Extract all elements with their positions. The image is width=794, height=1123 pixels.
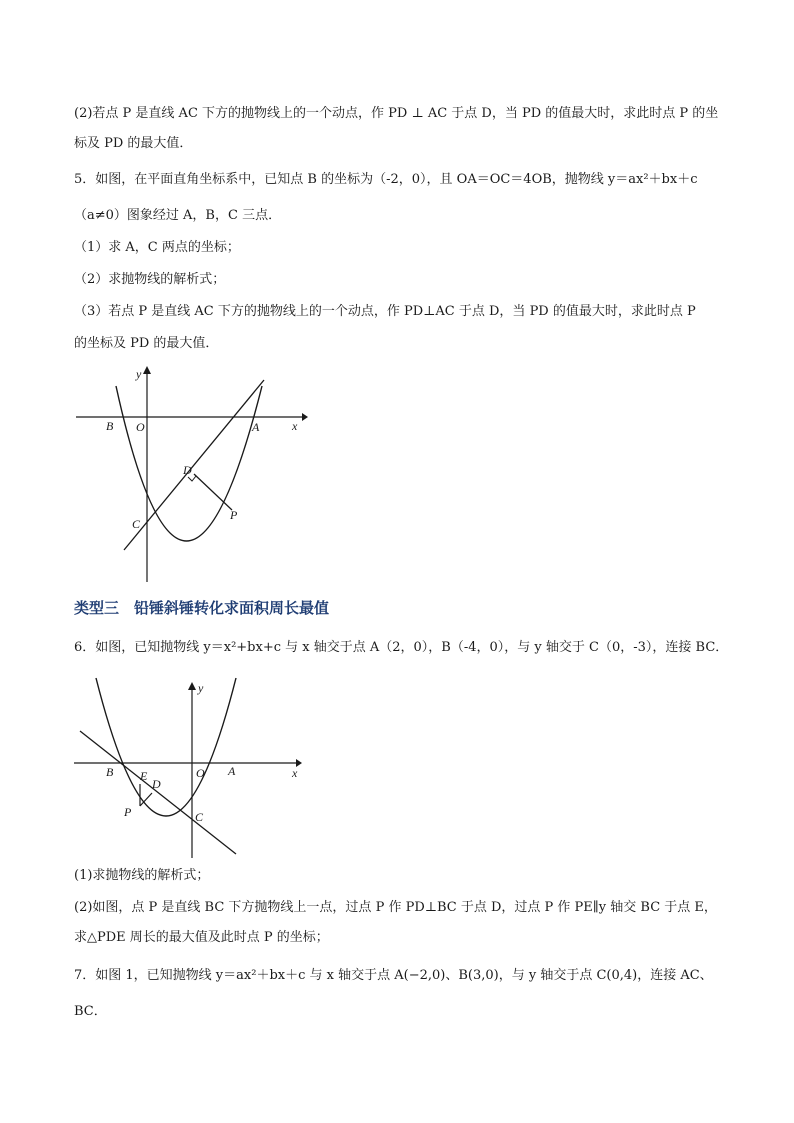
fig1-label-x: x xyxy=(292,419,298,433)
problem4-part2-line1: (2)若点 P 是直线 AC 下方的抛物线上的一个动点，作 PD ⊥ AC 于点 D，当 PD 的值最大时，求此时点 P 的坐 xyxy=(74,106,719,121)
problem6-part2-line2: 求△PDE 周长的最大值及此时点 P 的坐标； xyxy=(74,930,329,945)
fig1-label-a: A xyxy=(252,420,260,434)
fig1-label-b: B xyxy=(106,419,114,433)
fig2-label-c: C xyxy=(195,810,204,824)
fig2-label-o: O xyxy=(196,766,205,780)
fig1-label-y: y xyxy=(136,367,142,381)
problem4-part2-line2: 标及 PD 的最大值． xyxy=(74,136,193,151)
fig2-label-p: P xyxy=(124,805,132,819)
fig2-label-x: x xyxy=(292,766,298,780)
section-heading-type3: 类型三 铅锤斜锤转化求面积周长最值 xyxy=(74,599,330,617)
problem6-statement: 6．如图，已知抛物线 y＝x²+bx+c 与 x 轴交于点 A（2，0），B（-4，0），与 y 轴交于 C（0，-3），连接 BC． xyxy=(74,640,729,655)
problem7-statement-line2: BC． xyxy=(74,1004,107,1019)
problem5-statement-line2: （a≠0）图象经过 A，B，C 三点． xyxy=(74,208,282,223)
fig1-label-d: D xyxy=(183,463,192,477)
fig2-label-e: E xyxy=(140,769,148,783)
problem6-figure xyxy=(70,674,310,860)
problem5-part2: （2）求抛物线的解析式； xyxy=(74,272,226,287)
problem5-part3-line1: （3）若点 P 是直线 AC 下方的抛物线上的一个动点，作 PD⊥AC 于点 D，当 PD 的值最大时，求此时点 P xyxy=(74,304,696,319)
fig1-label-o: O xyxy=(136,420,145,434)
problem5-part1: （1）求 A，C 两点的坐标； xyxy=(74,240,240,255)
problem5-part3-line2: 的坐标及 PD 的最大值． xyxy=(74,336,219,351)
problem7-statement-line1: 7．如图 1，已知抛物线 y＝ax²＋bx＋c 与 x 轴交于点 A(−2,0)、B(3,0)，与 y 轴交于点 C(0,4)，连接 AC、 xyxy=(74,968,713,983)
problem5-figure xyxy=(72,360,312,592)
fig2-label-b: B xyxy=(106,765,114,779)
fig1-label-p: P xyxy=(230,508,238,522)
fig1-label-c: C xyxy=(132,517,141,531)
problem6-part2-line1: (2)如图，点 P 是直线 BC 下方抛物线上一点，过点 P 作 PD⊥BC 于点 D，过点 P 作 PE∥y 轴交 BC 于点 E， xyxy=(74,900,717,915)
problem5-statement-line1: 5．如图，在平面直角坐标系中，已知点 B 的坐标为（-2，0），且 OA＝OC＝4OB，抛物线 y＝ax²＋bx＋c xyxy=(74,172,698,187)
fig2-label-a: A xyxy=(228,764,236,778)
fig2-label-y: y xyxy=(198,681,204,695)
fig2-label-d: D xyxy=(152,777,161,791)
problem6-part1: (1)求抛物线的解析式； xyxy=(74,868,210,883)
